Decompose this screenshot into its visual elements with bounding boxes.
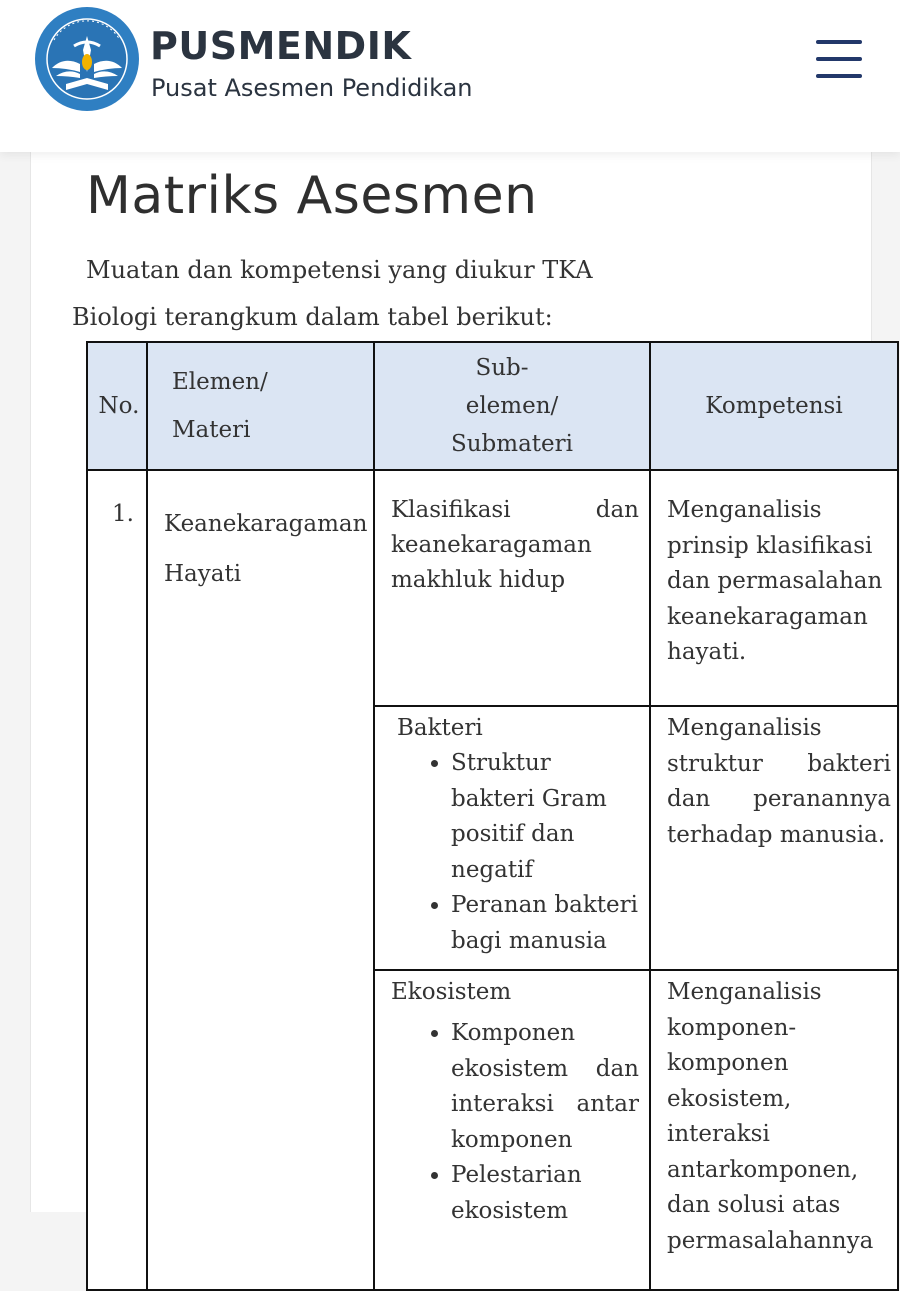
row-elemen-line2: Hayati (164, 561, 242, 587)
site-title[interactable]: PUSMENDIK (150, 24, 412, 68)
subelemen-cell (374, 970, 650, 1290)
intro-text-line2: Biologi terangkum dalam tabel berikut: (72, 303, 553, 331)
row-elemen (147, 470, 374, 1290)
kompetensi-cell: Menganalisis prinsip klasifikasi dan permasalahan keanekaragaman hayati. (650, 470, 898, 706)
table-header-row (87, 342, 898, 470)
column-header-elemen-line1: Elemen/ (172, 369, 268, 395)
subelemen-bullet-list (391, 1016, 639, 1229)
subelemen-title: Ekosistem (391, 979, 512, 1005)
intro-text-line1: Muatan dan kompetensi yang diukur TKA (86, 256, 593, 284)
subelemen-title: Bakteri (397, 715, 483, 741)
list-item: • Komponen ekosistem dan interaksi antar komponen (451, 1016, 639, 1158)
list-item: • Peranan bakteri bagi manusia (451, 888, 639, 959)
row-number: 1. (87, 470, 147, 1290)
column-header-subelemen (374, 342, 650, 470)
column-header-kompetensi: Kompetensi (650, 342, 898, 470)
kompetensi-cell: Menganalisis komponen-komponen ekosistem, interaksi antarkomponen, dan solusi atas permasalahannya (650, 970, 898, 1290)
table-row (87, 470, 898, 706)
kompetensi-cell: Menganalisis struktur bakteri dan peranannya terhadap manusia. (650, 706, 898, 970)
column-header-sub-line2: elemen/ (465, 393, 559, 419)
column-header-no: No. (87, 342, 147, 470)
list-item: • Struktur bakteri Gram positif dan negatif (451, 746, 639, 888)
subelemen-cell (374, 706, 650, 970)
tut-wuri-handayani-logo[interactable] (34, 6, 140, 112)
site-header (0, 0, 900, 152)
menu-line (816, 40, 862, 44)
hamburger-menu-icon[interactable] (814, 36, 864, 82)
column-header-sub-line1: Sub- (475, 355, 529, 381)
site-subtitle: Pusat Asesmen Pendidikan (151, 74, 473, 102)
column-header-sub-line3: Submateri (450, 431, 574, 457)
page-title: Matriks Asesmen (86, 166, 538, 226)
subelemen-bullet-list (391, 746, 639, 959)
list-item: • Pelestarian ekosistem (451, 1158, 639, 1229)
row-elemen-line1: Keanekaragaman (164, 511, 368, 537)
assessment-matrix-table (86, 341, 899, 1291)
column-header-elemen (147, 342, 374, 470)
column-header-elemen-line2: Materi (172, 417, 251, 443)
menu-line (816, 57, 862, 61)
menu-line (816, 74, 862, 78)
subelemen-cell: Klasifikasi dan keanekaragaman makhluk hidup (374, 470, 650, 706)
